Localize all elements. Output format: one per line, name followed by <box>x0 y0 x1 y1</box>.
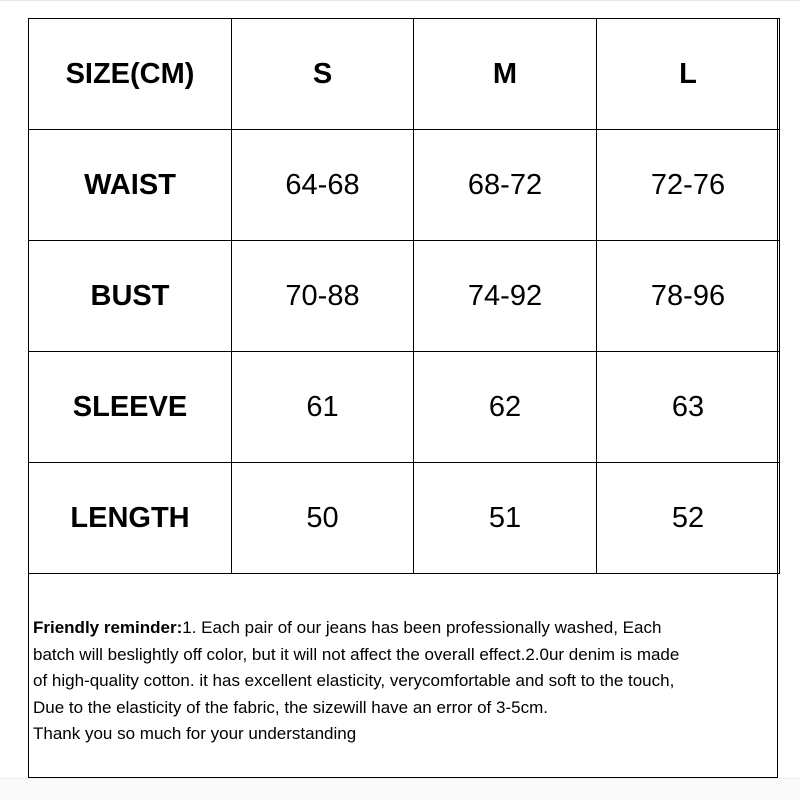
waist-l-value: 72-76 <box>597 130 780 241</box>
row-label-sleeve: SLEEVE <box>29 352 232 463</box>
size-table <box>28 18 780 574</box>
sleeve-m-value: 62 <box>414 352 597 463</box>
row-label-length: LENGTH <box>29 463 232 574</box>
reminder-line-1-text: 1. Each pair of our jeans has been professionally washed, Each <box>182 618 662 637</box>
bottom-edge-band <box>0 779 800 800</box>
sleeve-l-value: 63 <box>597 352 780 463</box>
reminder-line-5: Thank you so much for your understanding <box>33 724 357 743</box>
bust-l-value: 78-96 <box>597 241 780 352</box>
reminder-line-3: of high-quality cotton. it has excellent elasticity, verycomfortable and soft to the touch, <box>33 671 675 690</box>
bust-m-value: 74-92 <box>414 241 597 352</box>
length-l-value: 52 <box>597 463 780 574</box>
reminder-line-4: Due to the elasticity of the fabric, the sizewill have an error of 3-5cm. <box>33 697 548 717</box>
table-header-row <box>29 19 780 130</box>
top-edge-line <box>0 0 800 1</box>
header-size-s: S <box>232 19 414 130</box>
row-label-waist: WAIST <box>29 130 232 241</box>
length-m-value: 51 <box>414 463 597 574</box>
waist-s-value: 64-68 <box>232 130 414 241</box>
waist-m-value: 68-72 <box>414 130 597 241</box>
reminder-line-1 <box>33 615 773 642</box>
reminder-lead-label: Friendly reminder: <box>33 618 183 637</box>
bust-s-value: 70-88 <box>232 241 414 352</box>
table-row-sleeve <box>29 352 780 463</box>
table-row-length <box>29 463 780 574</box>
friendly-reminder-note <box>33 615 773 748</box>
reminder-line-2: batch will beslightly off color, but it will not affect the overall effect.2.0ur denim is made <box>33 644 680 664</box>
table-row-waist <box>29 130 780 241</box>
sleeve-s-value: 61 <box>232 352 414 463</box>
size-chart-sheet <box>28 18 778 778</box>
length-s-value: 50 <box>232 463 414 574</box>
header-size-m: M <box>414 19 597 130</box>
row-label-bust: BUST <box>29 241 232 352</box>
header-size-cm: SIZE(CM) <box>29 19 232 130</box>
header-size-l: L <box>597 19 780 130</box>
table-row-bust <box>29 241 780 352</box>
